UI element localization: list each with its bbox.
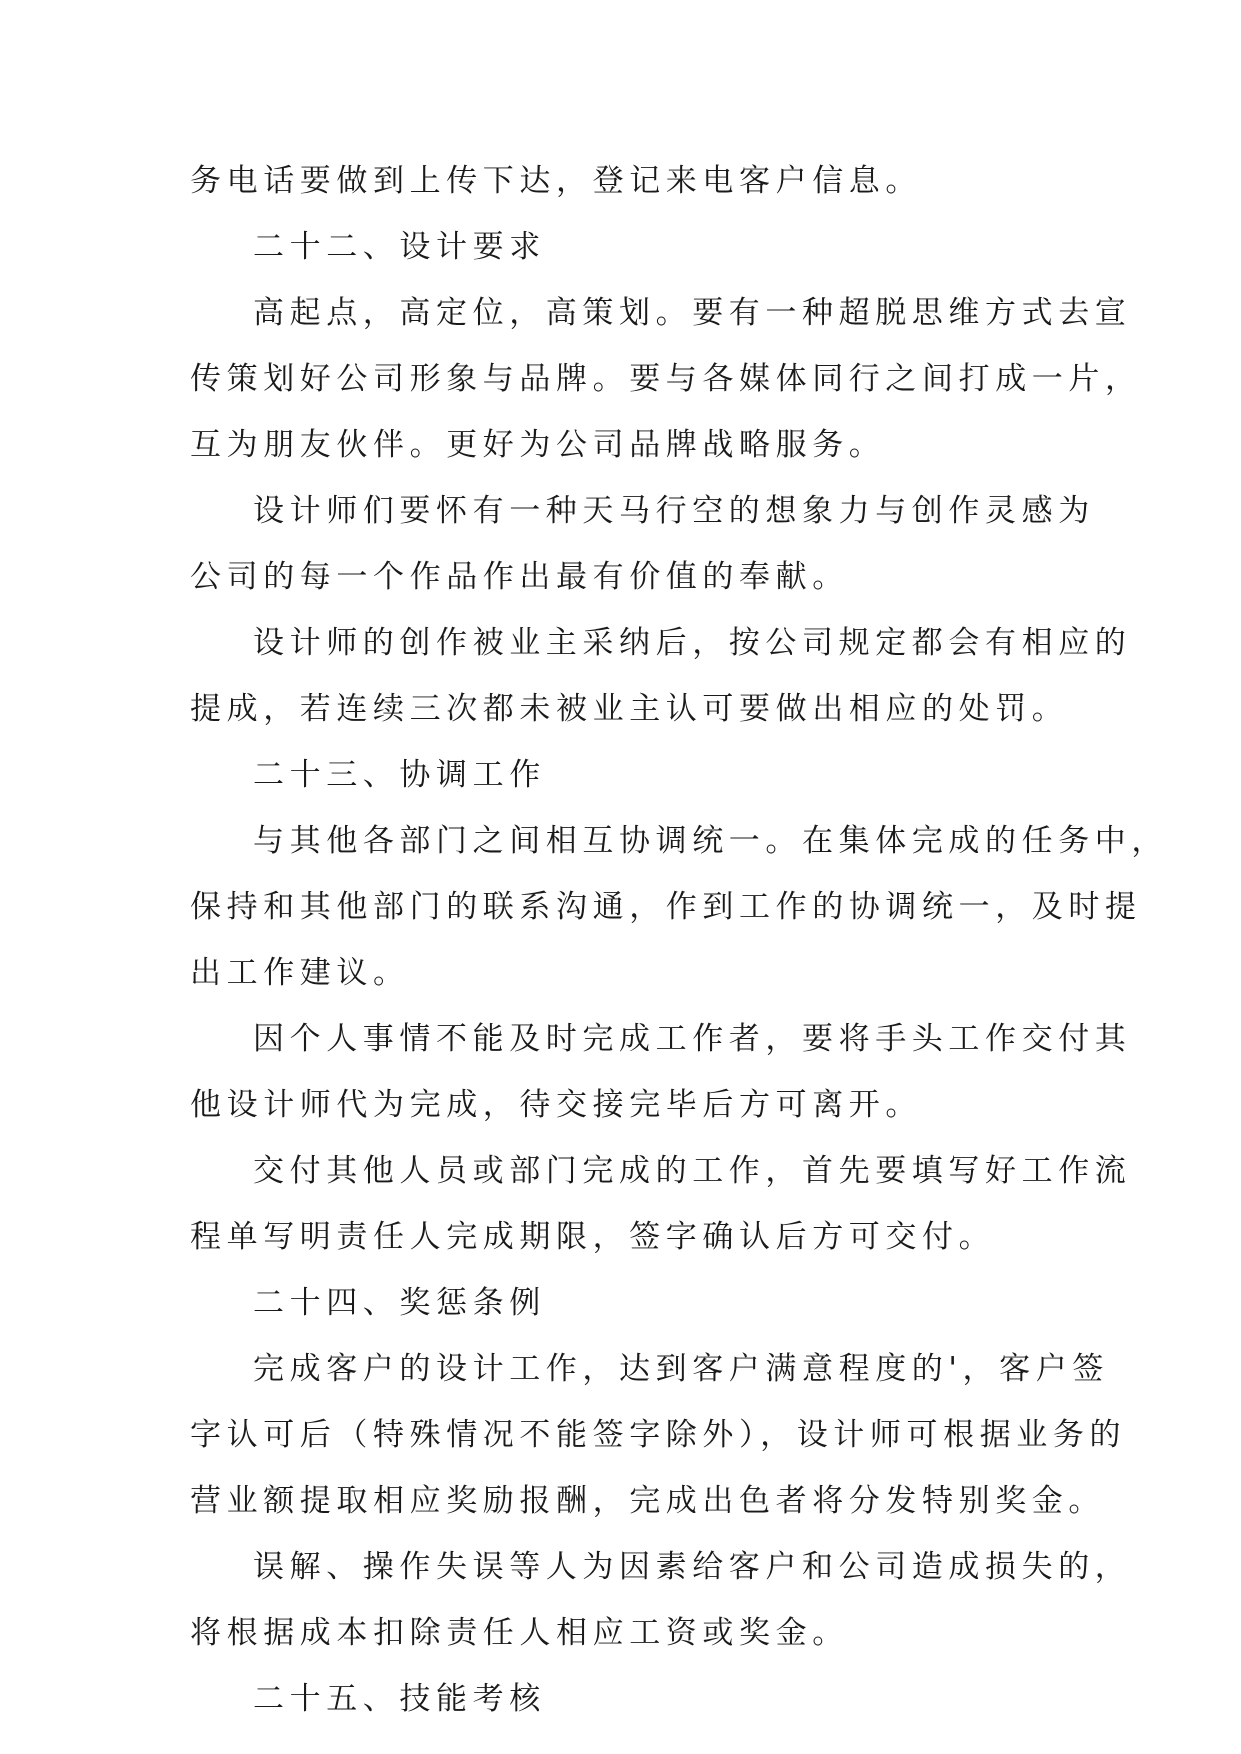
section-heading: 二十四、奖惩条例 (253, 1285, 546, 1321)
paragraph-line: 与其他各部门之间相互协调统一。在集体完成的任务中， (253, 823, 1168, 859)
paragraph-line: 设计师的创作被业主采纳后，按公司规定都会有相应的 (253, 625, 1132, 661)
section-heading: 二十五、技能考核 (253, 1681, 546, 1717)
paragraph-line: 将根据成本扣除责任人相应工资或奖金。 (190, 1615, 849, 1651)
paragraph-line: 保持和其他部门的联系沟通，作到工作的协调统一，及时提 (190, 889, 1142, 925)
section-heading: 二十三、协调工作 (253, 757, 546, 793)
paragraph-line: 完成客户的设计工作，达到客户满意程度的'，客户签 (253, 1351, 1109, 1387)
paragraph-line: 误解、操作失误等人为因素给客户和公司造成损失的， (253, 1549, 1132, 1585)
paragraph-line: 营业额提取相应奖励报酬，完成出色者将分发特别奖金。 (190, 1483, 1105, 1519)
paragraph-line: 提成，若连续三次都未被业主认可要做出相应的处罚。 (190, 691, 1069, 727)
paragraph-line: 交付其他人员或部门完成的工作，首先要填写好工作流 (253, 1153, 1132, 1189)
paragraph-line: 传策划好公司形象与品牌。要与各媒体同行之间打成一片， (190, 361, 1142, 397)
paragraph-line: 程单写明责任人完成期限，签字确认后方可交付。 (190, 1219, 996, 1255)
paragraph-line: 公司的每一个作品作出最有价值的奉献。 (190, 559, 849, 595)
paragraph-line: 因个人事情不能及时完成工作者，要将手头工作交付其 (253, 1021, 1132, 1057)
paragraph-line: 务电话要做到上传下达，登记来电客户信息。 (190, 163, 922, 199)
paragraph-line: 互为朋友伙伴。更好为公司品牌战略服务。 (190, 427, 886, 463)
paragraph-line: 他设计师代为完成，待交接完毕后方可离开。 (190, 1087, 922, 1123)
paragraph-line: 高起点，高定位，高策划。要有一种超脱思维方式去宣 (253, 295, 1132, 331)
paragraph-line: 出工作建议。 (190, 955, 410, 991)
section-heading: 二十二、设计要求 (253, 229, 546, 265)
paragraph-line: 字认可后（特殊情况不能签字除外），设计师可根据业务的 (190, 1417, 1127, 1453)
paragraph-line: 设计师们要怀有一种天马行空的想象力与创作灵感为 (253, 493, 1095, 529)
